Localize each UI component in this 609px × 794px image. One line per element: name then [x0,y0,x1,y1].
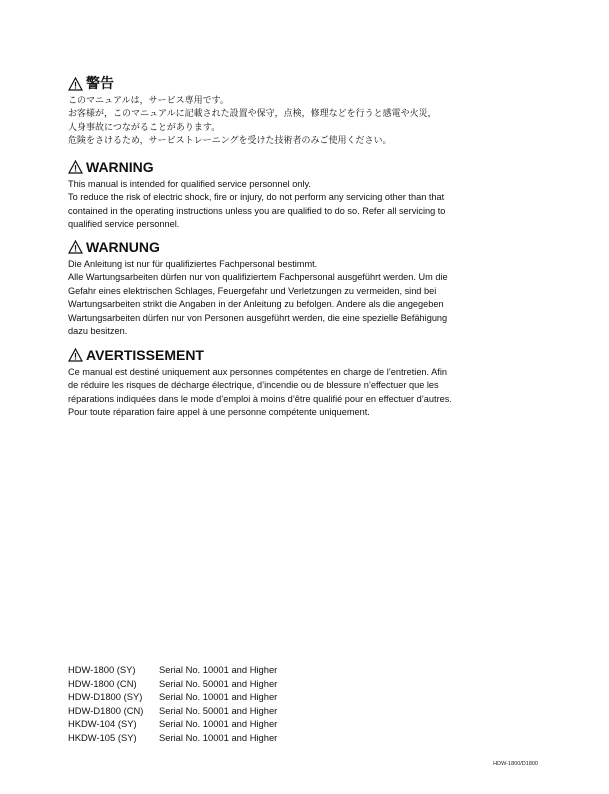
serial-range: Serial No. 10001 and Higher [159,718,278,730]
warning-triangle-icon [68,77,83,91]
body-line: 人身事故につながることがあります。 [68,122,221,133]
list-item [68,690,277,704]
model-name: HDW-D1800 (SY) [68,691,143,703]
warning-section-japanese [68,76,508,149]
warning-triangle-icon [68,160,83,174]
section-heading [68,239,508,255]
heading-text: WARNUNG [86,239,160,255]
serial-range: Serial No. 10001 and Higher [159,691,278,703]
model-name: HDW-D1800 (CN) [68,704,144,716]
serial-range: Serial No. 10001 and Higher [159,731,278,743]
model-name: HDW-1800 (CN) [68,677,137,689]
body-line: contained in the operating instructions unless you are qualified to do so. Refer all servicing to [68,205,446,216]
list-item [68,717,277,731]
list-item [68,704,277,718]
body-line: qualified service personnel. [68,219,180,230]
body-line: Pour toute réparation faire appel à une personne compétente uniquement. [68,407,370,418]
body-line: お客様が，このマニュアルに記載された設置や保守，点検，修理などを行うと感電や火災， [68,109,437,120]
model-name: HDW-1800 (SY) [68,664,136,675]
section-heading [68,347,508,363]
serial-range: Serial No. 50001 and Higher [159,704,278,716]
body-line: 危険をさけるため，サービストレーニングを受けた技術者のみご使用ください。 [68,136,392,147]
body-line: This manual is intended for qualified service personnel only. [68,179,311,189]
heading-text: AVERTISSEMENT [86,347,204,363]
body-line: Die Anleitung ist nur für qualifiziertes Fachpersonal bestimmt. [68,259,318,269]
section-heading [68,159,508,175]
model-name: HKDW-104 (SY) [68,718,137,730]
body-line: de réduire les risques de décharge électrique, d’incendie ou de blessure n’effectuer que les [68,380,439,391]
body-line: Wartungsarbeiten dürfen nur von Personen ausgeführt werden, die eine spezielle Befähigung [68,312,448,323]
body-line: Wartungsarbeiten strikt die Angaben in der Anleitung zu befolgen. Andere als die angegeben [68,299,444,310]
model-serial-list [68,663,277,745]
heading-text: WARNING [86,159,154,175]
list-item [68,731,277,745]
warning-section-german [68,239,508,338]
body-line: To reduce the risk of electric shock, fire or injury, do not perform any servicing other than that [68,192,445,203]
body-line: Gefahr eines elektrischen Schlages, Feuergefahr und Verletzungen zu vermeiden, sind bei [68,285,437,296]
model-name: HKDW-105 (SY) [68,731,137,743]
footer-model-code: HDW-1800/D1800 [493,761,538,767]
serial-range: Serial No. 10001 and Higher [159,664,278,675]
list-item [68,663,277,677]
warning-triangle-icon [68,240,83,254]
body-line: Alle Wartungsarbeiten dürfen nur von qualifiziertem Fachpersonal ausgeführt werden. Um die [68,272,448,283]
warning-triangle-icon [68,348,83,362]
heading-text: 警告 [86,76,114,92]
body-line: réparations indiquées dans le mode d’emploi à moins d’être qualifié pour en effectuer d’autres. [68,393,452,404]
section-heading [68,76,508,92]
body-line: Ce manual est destiné uniquement aux personnes compétentes en charge de l’entretien. Afin [68,367,447,377]
warning-section-french [68,347,508,420]
body-line: このマニュアルは，サービス専用です。 [68,96,229,106]
serial-range: Serial No. 50001 and Higher [159,677,278,689]
warning-section-english [68,159,508,232]
list-item [68,677,277,691]
body-line: dazu besitzen. [68,326,128,337]
